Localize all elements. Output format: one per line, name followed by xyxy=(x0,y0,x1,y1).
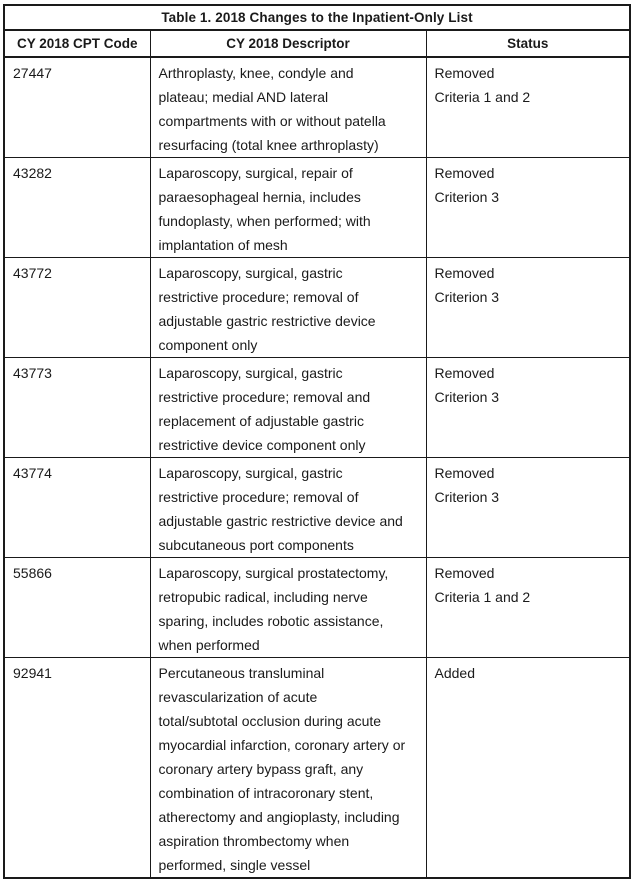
status-cell xyxy=(426,158,630,258)
status-line: Removed xyxy=(434,365,495,381)
status-line: Removed xyxy=(434,465,495,481)
inpatient-only-changes-table xyxy=(3,4,631,879)
descriptor-line: fundoplasty, when performed; with xyxy=(158,213,371,229)
descriptor-line: Laparoscopy, surgical, gastric xyxy=(158,365,343,381)
status-line: Removed xyxy=(434,165,495,181)
status-line: Removed xyxy=(434,265,495,281)
descriptor-line: revascularization of acute xyxy=(158,689,318,705)
descriptor-line: restrictive procedure; removal and xyxy=(158,389,371,405)
descriptor-cell xyxy=(150,158,426,258)
descriptor-line: Laparoscopy, surgical, gastric xyxy=(158,265,343,281)
status-line: Criterion 3 xyxy=(434,389,500,405)
cpt-code-cell: 43772 xyxy=(4,258,150,358)
descriptor-line: Arthroplasty, knee, condyle and xyxy=(158,65,354,81)
descriptor-line: Percutaneous transluminal xyxy=(158,665,325,681)
descriptor-line: restrictive device component only xyxy=(158,437,366,453)
descriptor-line: Laparoscopy, surgical, repair of xyxy=(158,165,353,181)
table-row xyxy=(4,258,630,358)
descriptor-line: sparing, includes robotic assistance, xyxy=(158,613,384,629)
table-row xyxy=(4,458,630,558)
status-line: Criterion 3 xyxy=(434,289,500,305)
descriptor-line: myocardial infarction, coronary artery or xyxy=(158,737,406,753)
descriptor-line: restrictive procedure; removal of xyxy=(158,289,359,305)
cpt-code-cell: 43282 xyxy=(4,158,150,258)
descriptor-line: adjustable gastric restrictive device and xyxy=(158,513,403,529)
table-row xyxy=(4,658,630,879)
descriptor-line: compartments with or without patella xyxy=(158,113,386,129)
descriptor-line: when performed xyxy=(158,637,260,653)
descriptor-line: resurfacing (total knee arthroplasty) xyxy=(158,137,379,153)
status-cell xyxy=(426,658,630,879)
status-cell xyxy=(426,57,630,158)
descriptor-line: aspiration thrombectomy when xyxy=(158,833,350,849)
cpt-code-cell: 43773 xyxy=(4,358,150,458)
descriptor-line: total/subtotal occlusion during acute xyxy=(158,713,382,729)
status-line: Added xyxy=(434,665,475,681)
descriptor-line: restrictive procedure; removal of xyxy=(158,489,359,505)
table-body xyxy=(4,57,630,878)
cpt-code-cell: 55866 xyxy=(4,558,150,658)
descriptor-line: subcutaneous port components xyxy=(158,537,354,553)
descriptor-line: implantation of mesh xyxy=(158,237,288,253)
status-line: Removed xyxy=(434,65,495,81)
descriptor-line: Laparoscopy, surgical, gastric xyxy=(158,465,343,481)
cpt-code-cell: 92941 xyxy=(4,658,150,879)
status-cell xyxy=(426,258,630,358)
descriptor-line: adjustable gastric restrictive device xyxy=(158,313,376,329)
descriptor-line: Laparoscopy, surgical prostatectomy, xyxy=(158,565,389,581)
status-cell xyxy=(426,458,630,558)
table-row xyxy=(4,57,630,158)
descriptor-cell xyxy=(150,658,426,879)
table-caption: Table 1. 2018 Changes to the Inpatient-Only List xyxy=(4,5,630,30)
descriptor-line: component only xyxy=(158,337,258,353)
descriptor-line: retropubic radical, including nerve xyxy=(158,589,368,605)
descriptor-cell xyxy=(150,258,426,358)
descriptor-line: paraesophageal hernia, includes xyxy=(158,189,361,205)
table-row xyxy=(4,158,630,258)
status-cell xyxy=(426,358,630,458)
cpt-code-cell: 27447 xyxy=(4,57,150,158)
descriptor-line: replacement of adjustable gastric xyxy=(158,413,364,429)
status-line: Criteria 1 and 2 xyxy=(434,89,531,105)
table-row xyxy=(4,558,630,658)
status-line: Removed xyxy=(434,565,495,581)
inpatient-only-table-container xyxy=(3,4,631,873)
column-header-descriptor: CY 2018 Descriptor xyxy=(150,30,426,57)
descriptor-line: combination of intracoronary stent, xyxy=(158,785,374,801)
descriptor-cell xyxy=(150,558,426,658)
column-header-status: Status xyxy=(426,30,630,57)
descriptor-cell xyxy=(150,57,426,158)
status-line: Criterion 3 xyxy=(434,189,500,205)
status-line: Criteria 1 and 2 xyxy=(434,589,531,605)
status-line: Criterion 3 xyxy=(434,489,500,505)
status-cell xyxy=(426,558,630,658)
table-row xyxy=(4,358,630,458)
descriptor-line: plateau; medial AND lateral xyxy=(158,89,329,105)
descriptor-line: coronary artery bypass graft, any xyxy=(158,761,364,777)
cpt-code-cell: 43774 xyxy=(4,458,150,558)
descriptor-line: atherectomy and angioplasty, including xyxy=(158,809,400,825)
descriptor-cell xyxy=(150,358,426,458)
column-header-cpt-code: CY 2018 CPT Code xyxy=(4,30,150,57)
descriptor-cell xyxy=(150,458,426,558)
descriptor-line: performed, single vessel xyxy=(158,857,311,873)
